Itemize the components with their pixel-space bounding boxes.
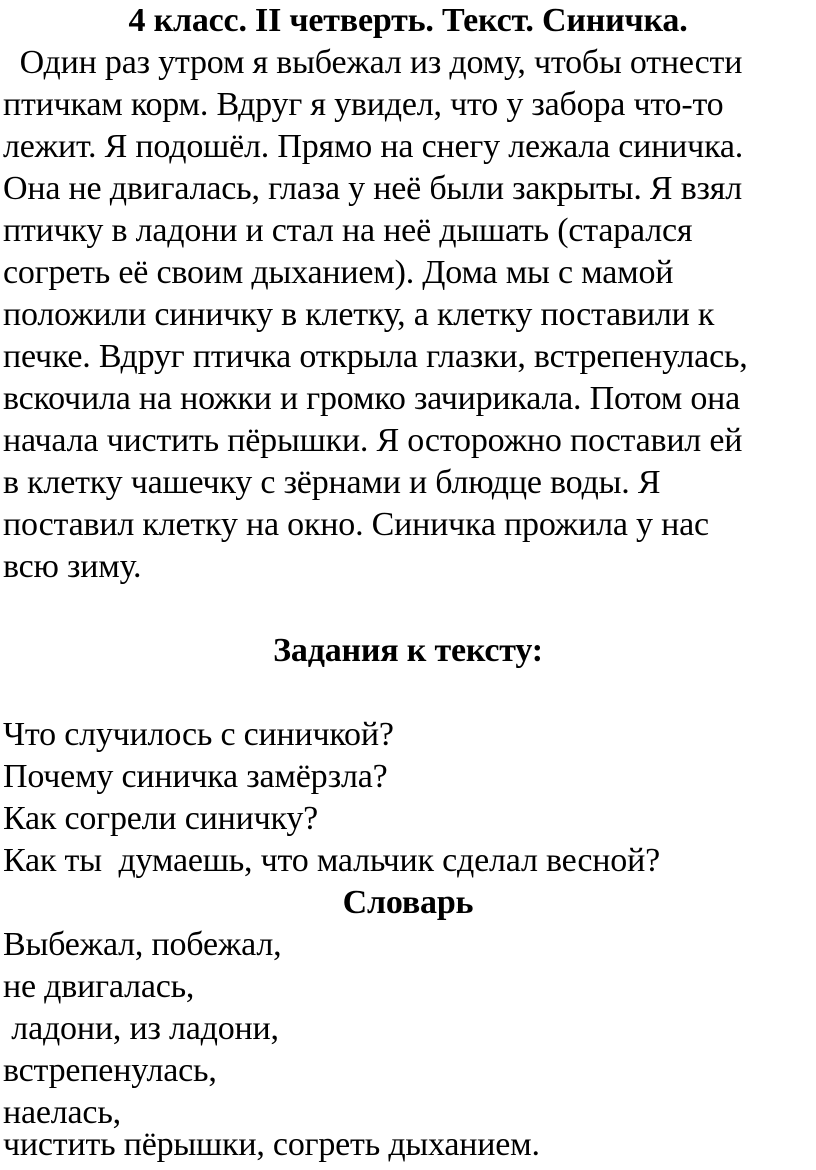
question-line: Что случилось с синичкой? bbox=[3, 716, 394, 753]
story-line: лежит. Я подошёл. Прямо на снегу лежала синичка. bbox=[3, 128, 744, 165]
story-line: всю зиму. bbox=[3, 548, 142, 585]
story-line: вскочила на ножки и громко зачирикала. Потом она bbox=[3, 380, 741, 417]
story-line: поставил клетку на окно. Синичка прожила у нас bbox=[3, 506, 709, 543]
vocabulary-line: ладони, из ладони, bbox=[3, 1010, 279, 1047]
story-line: согреть её своим дыханием). Дома мы с мамой bbox=[3, 254, 674, 291]
tasks-heading: Задания к тексту: bbox=[273, 632, 543, 669]
vocabulary-line: чистить пёрышки, согреть дыханием. bbox=[3, 1126, 540, 1163]
story-line: печке. Вдруг птичка открыла глазки, встрепенулась, bbox=[3, 338, 748, 375]
question-line: Как согрели синичку? bbox=[3, 800, 319, 837]
story-line: Один раз утром я выбежал из дому, чтобы отнести bbox=[3, 44, 743, 81]
question-line: Почему синичка замёрзла? bbox=[3, 758, 388, 795]
document-title: 4 класс. II четверть. Текст. Синичка. bbox=[128, 2, 688, 39]
vocabulary-line: не двигалась, bbox=[3, 968, 195, 1005]
vocabulary-line: встрепенулась, bbox=[3, 1052, 217, 1089]
question-line: Как ты думаешь, что мальчик сделал весной? bbox=[3, 842, 660, 879]
story-line: начала чистить пёрышки. Я осторожно поставил ей bbox=[3, 422, 743, 459]
story-line: Она не двигалась, глаза у неё были закрыты. Я взял bbox=[3, 170, 742, 207]
story-line: птичку в ладони и стал на неё дышать (старался bbox=[3, 212, 693, 249]
vocabulary-heading: Словарь bbox=[342, 884, 474, 921]
vocabulary-line: наелась, bbox=[3, 1094, 121, 1131]
story-line: птичкам корм. Вдруг я увидел, что у забора что-то bbox=[3, 86, 724, 123]
story-line: положили синичку в клетку, а клетку поставили к bbox=[3, 296, 715, 333]
story-line: в клетку чашечку с зёрнами и блюдце воды. Я bbox=[3, 464, 661, 501]
vocabulary-line: Выбежал, побежал, bbox=[3, 926, 282, 963]
